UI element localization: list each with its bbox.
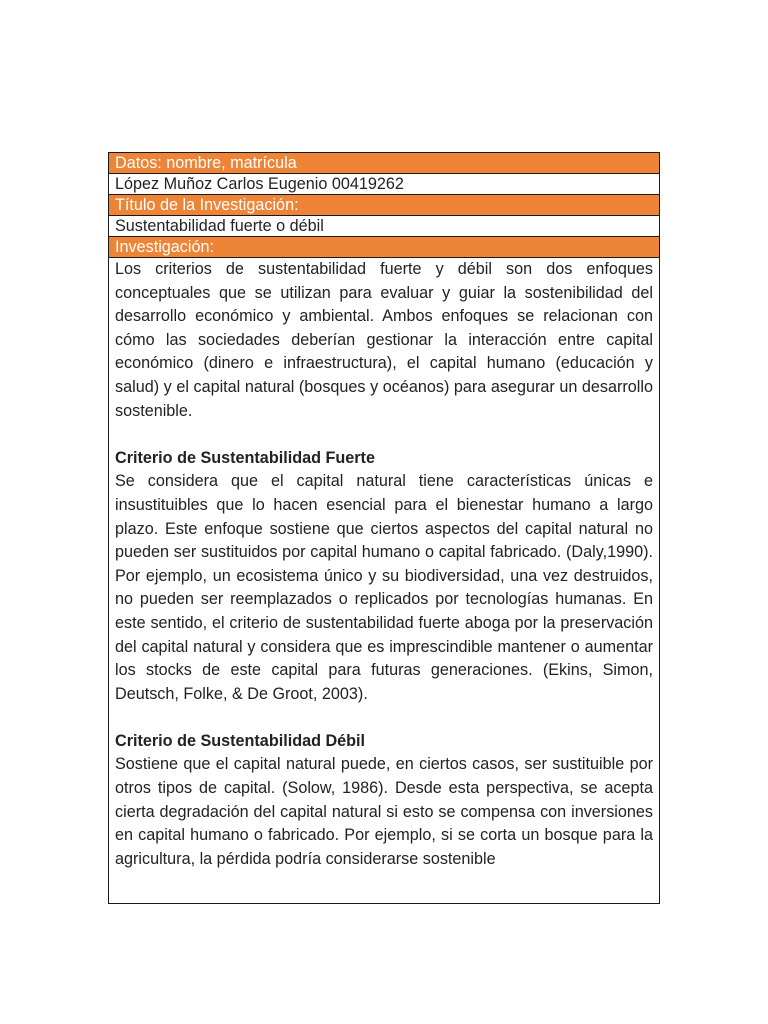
research-body — [109, 258, 659, 871]
label-student-data: Datos: nombre, matrícula — [109, 153, 659, 174]
student-data-value: López Muñoz Carlos Eugenio 00419262 — [109, 174, 659, 195]
research-title-value: Sustentabilidad fuerte o débil — [109, 216, 659, 237]
weak-criterion-heading: Criterio de Sustentabilidad Débil — [115, 731, 366, 750]
weak-criterion-paragraph: Sostiene que el capital natural puede, en ciertos casos, ser sustituible por otros tipos de capital. (Solow, 1986). Desde esta perspectiva, se acepta cierta degradación del capital natural si esto se compensa con inversiones en capital humano o fabricado. Por ejemplo, si se corta un bosque para la agricultura, la pérdida podría considerarse sostenible — [115, 755, 653, 868]
strong-criterion-heading: Criterio de Sustentabilidad Fuerte — [115, 448, 375, 467]
label-research: Investigación: — [109, 237, 659, 258]
label-research-title: Título de la Investigación: — [109, 195, 659, 216]
paragraph-spacer — [115, 423, 653, 447]
intro-paragraph: Los criterios de sustentabilidad fuerte y débil son dos enfoques conceptuales que se utilizan para evaluar y guiar la sostenibilidad del desarrollo económico y ambiental. Ambos enfoques se relacionan con cómo las sociedades deberían gestionar la interacción entre capital económico (dinero e infraestructura), el capital humano (educación y salud) y el capital natural (bosques y océanos) para asegurar un desarrollo sostenible. — [115, 260, 653, 420]
paragraph-spacer — [115, 706, 653, 730]
research-table — [108, 152, 660, 904]
strong-criterion-paragraph: Se considera que el capital natural tiene características únicas e insustituibles que lo hacen esencial para el bienestar humano a largo plazo. Este enfoque sostiene que ciertos aspectos del capital natural no pueden ser sustituidos por capital humano o capital fabricado. (Daly,1990). Por ejemplo, un ecosistema único y su biodiversidad, una vez destruidos, no pueden ser reemplazados o replicados por tecnologías humanas. En este sentido, el criterio de sustentabilidad fuerte aboga por la preservación del capital natural y considera que es imprescindible mantener o aumentar los stocks de este capital para futuras generaciones. (Ekins, Simon, Deutsch, Folke, & De Groot, 2003). — [115, 472, 653, 703]
